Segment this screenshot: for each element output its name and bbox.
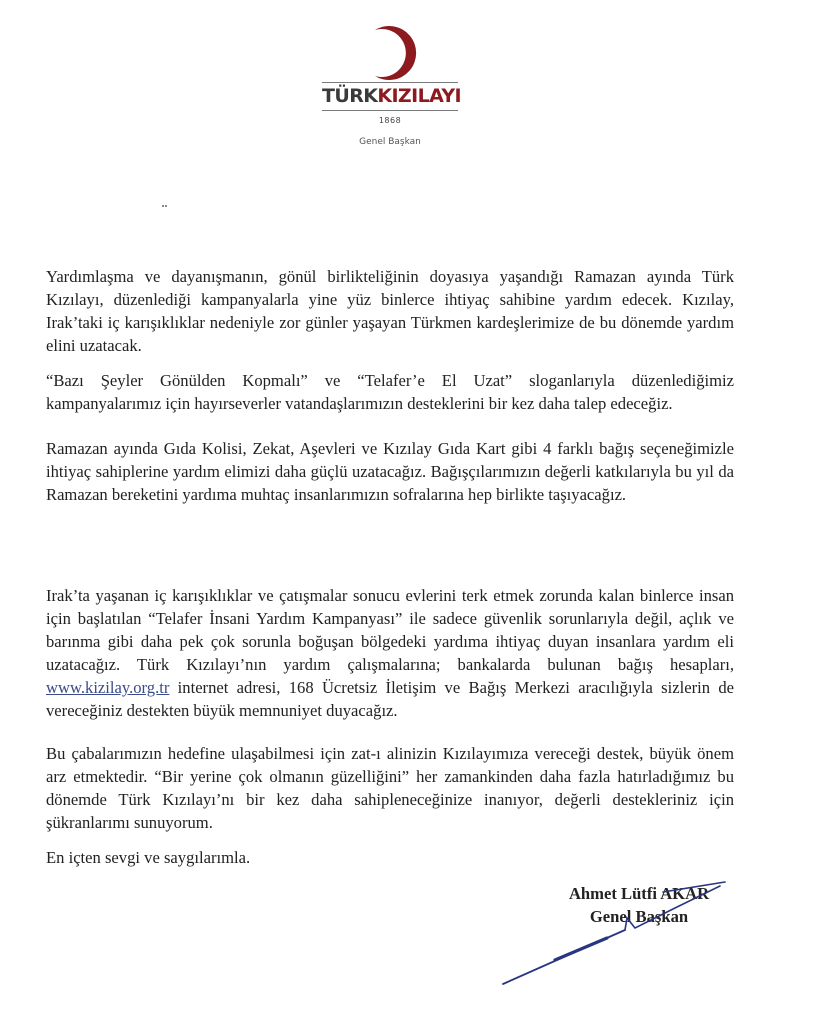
paragraph-3	[46, 437, 734, 506]
brand-name	[322, 83, 462, 109]
signatory-title: Genel Başkan	[589, 907, 689, 926]
paragraph-5	[46, 742, 734, 834]
paragraph-text: Ramazan ayında Gıda Kolisi, Zekat, Aşevleri ve Kızılay Gıda Kart gibi 4 farklı bağış seçeneğimizle ihtiyaç sahiplerine yardım elimizi daha güçlü uzatacağız. Bağışçılarımızın değerli katkılarıyla bu yıl da Ramazan bereketini yardıma muhtaç insanlarımızın sofralarına hep birlikte taşıyacağız.	[46, 439, 734, 504]
paragraph-text: Bu çabalarımızın hedefine ulaşabilmesi için zat-ı alinizin Kızılayımıza vereceği destek, büyük önem arz etmektedir. “Bir yerine çok olmanın güzelliğini” her zamankinden daha fazla hatırladığımız bu dönemde Türk Kızılayı’nı bir kez daha sahipleneceğinize inanıyor, değerli destekleriniz için şükranlarımı sunuyorum.	[46, 744, 734, 832]
paragraph-text-after-link: internet adresi, 168 Ücretsiz İletişim ve Bağış Merkezi aracılığıyla sizlerin de vereceğiniz destekten büyük memnuniyet duyacağız.	[46, 678, 734, 720]
signature-block	[553, 882, 725, 928]
paragraph-4	[46, 584, 734, 722]
letterhead-subtitle: Genel Başkan	[359, 137, 421, 147]
brand-part-kizilay: KIZILAYI	[377, 85, 462, 107]
paragraph-2	[46, 369, 734, 415]
paragraph-1	[46, 265, 734, 357]
website-link[interactable]: www.kizilay.org.tr	[46, 678, 170, 697]
closing-text: En içten sevgi ve saygılarımla.	[46, 848, 251, 867]
crescent-icon	[361, 22, 421, 84]
brand-bottom-rule	[322, 110, 458, 111]
signatory-name: Ahmet Lütfi AKAR	[568, 884, 710, 903]
paragraph-text	[46, 584, 734, 722]
paragraph-text: “Bazı Şeyler Gönülden Kopmalı” ve “Telafer’e El Uzat” sloganlarıyla düzenlediğimiz kampanyalarımız için hayırseverler vatandaşlarımızın desteklerini bir kez daha talep edeceğiz.	[46, 371, 734, 413]
brand-part-turk: TÜRK	[322, 85, 378, 107]
scan-artifact	[162, 194, 168, 197]
founding-year: 1868	[378, 116, 402, 125]
closing-line	[46, 846, 734, 869]
paragraph-text-before-link: Irak’ta yaşanan iç karışıklıklar ve çatışmalar sonucu evlerini terk etmek zorunda kalan binlerce insan için başlatılan “Telafer İnsani Yardım Kampanyası” ile sadece güvenlik sorunlarıyla değil, açlık ve barınma gibi daha pek çok sorunla boğuşan bölgedeki yardıma ihtiyaç duyan insanlara yardım eli uzatacağız. Türk Kızılayı’nın yardım çalışmalarına; bankalarda bulunan bağış hesapları,	[46, 586, 734, 674]
paragraph-text: Yardımlaşma ve dayanışmanın, gönül birlikteliğinin doyasıya yaşandığı Ramazan ayında Türk Kızılayı, düzenlediği kampanyalarla yine yüz binlerce ihtiyaç sahibine yardım edecek. Kızılay, Irak’taki iç karışıklıklar nedeniyle zor günler yaşayan Türkmen kardeşlerimize de bu dönemde yardım elini uzatacak.	[46, 267, 734, 355]
